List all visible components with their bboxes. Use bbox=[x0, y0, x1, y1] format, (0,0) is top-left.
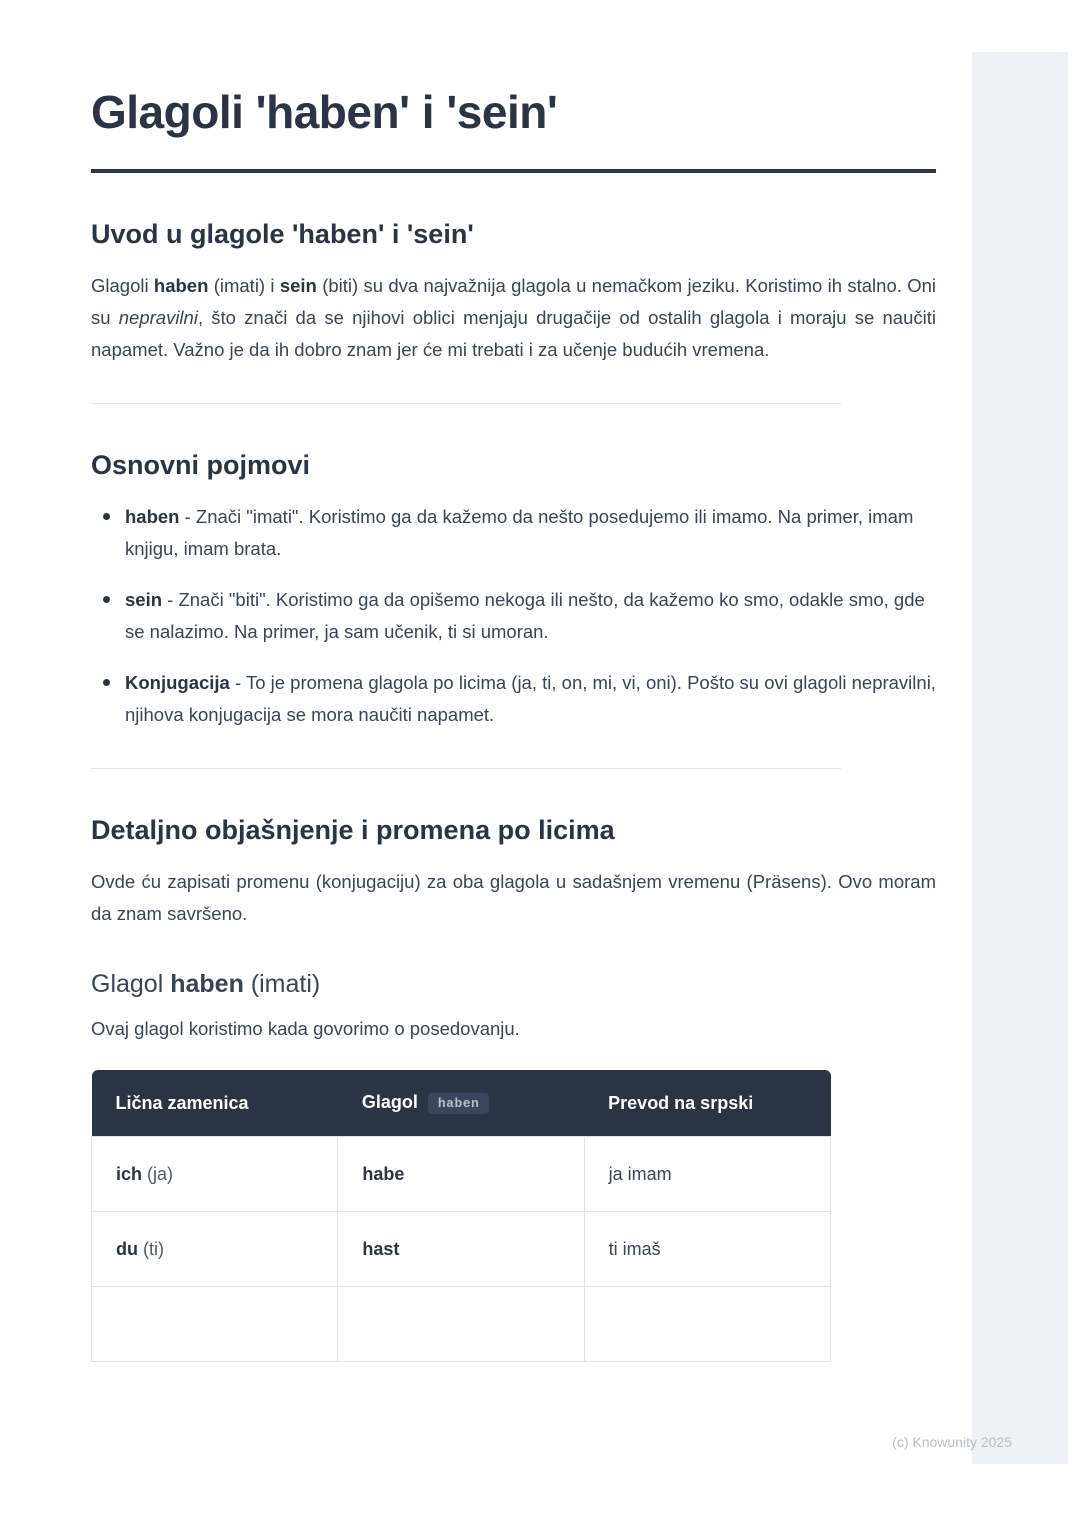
detail-paragraph: Ovde ću zapisati promenu (konjugaciju) za oba glagola u sadašnjem vremenu (Präsens). Ovo moram da znam savršeno. bbox=[91, 870, 936, 924]
table-row bbox=[92, 1287, 831, 1362]
list-item bbox=[125, 584, 936, 647]
section-divider-2 bbox=[91, 768, 841, 769]
intro-text-1: Glagoli bbox=[91, 274, 154, 296]
column-header-verb-label: Glagol bbox=[361, 1092, 418, 1113]
section-heading-basics: Osnovni pojmovi bbox=[91, 450, 311, 481]
cell-verb: habe bbox=[338, 1137, 584, 1212]
conjugation-table-haben bbox=[91, 1070, 831, 1362]
column-header-verb-chip: haben bbox=[428, 1093, 490, 1114]
table-row bbox=[92, 1212, 831, 1287]
intro-italic-nepravilni: nepravilni bbox=[118, 306, 198, 328]
intro-paragraph bbox=[91, 270, 936, 365]
term-haben: haben bbox=[125, 506, 180, 528]
haben-description: Ovaj glagol koristimo kada govorimo o posedovanju. bbox=[91, 1017, 520, 1039]
pronoun-light: (ti) bbox=[138, 1238, 164, 1259]
basics-list bbox=[91, 501, 936, 730]
page-edge-strip bbox=[972, 52, 1068, 1464]
cell-pronoun bbox=[92, 1137, 338, 1212]
cell-verb: hast bbox=[338, 1212, 584, 1287]
term-sein-text: - Znači "biti". Koristimo ga da opišemo nekoga ili nešto, da kažemo ko smo, odakle smo, gde se nalazimo. Na primer, ja sam učenik, ti si umoran. bbox=[125, 589, 925, 642]
term-haben-text: - Znači "imati". Koristimo ga da kažemo da nešto posedujemo ili imamo. Na primer, imam knjigu, imam brata. bbox=[125, 506, 914, 559]
cell-translation: ti imaš bbox=[584, 1212, 830, 1287]
term-konjugacija-text: - To je promena glagola po licima (ja, ti, on, mi, vi, oni). Pošto su ovi glagoli nepravilni, njihova konjugacija se mora naučiti napamet. bbox=[125, 672, 936, 725]
list-item bbox=[125, 501, 936, 564]
section-divider-1 bbox=[91, 403, 841, 404]
intro-bold-sein: sein bbox=[279, 274, 317, 296]
cell-pronoun bbox=[92, 1212, 338, 1287]
list-item bbox=[125, 667, 936, 730]
table-row bbox=[92, 1137, 831, 1212]
column-header-translation: Prevod na srpski bbox=[584, 1070, 830, 1136]
intro-text-3: (biti) su dva najvažnija glagola u nemačkom jeziku. Koristimo ih stalno. Oni su bbox=[91, 274, 936, 328]
column-header-pronoun: Lična zamenica bbox=[92, 1070, 338, 1136]
intro-text-4: , što znači da se njihovi oblici menjaju drugačije od ostalih glagola i moraju se naučiti napamet. Važno je da ih dobro znam jer će mi trebati i za učenje budućih vremena. bbox=[91, 306, 936, 360]
term-sein: sein bbox=[125, 589, 163, 611]
subsection-verb: haben bbox=[170, 969, 244, 998]
pronoun-strong: ich bbox=[116, 1163, 143, 1184]
document-content bbox=[91, 0, 936, 1362]
cell-translation: ja imam bbox=[584, 1137, 830, 1212]
title-divider bbox=[91, 169, 936, 173]
subsection-suffix: (imati) bbox=[243, 969, 321, 998]
right-gutter bbox=[972, 0, 1080, 1528]
table-header-row bbox=[92, 1070, 831, 1136]
page-title: Glagoli 'haben' i 'sein' bbox=[91, 86, 558, 138]
pronoun-strong: du bbox=[116, 1238, 138, 1259]
watermark: (c) Knowunity 2025 bbox=[892, 1434, 1012, 1450]
cell-verb bbox=[338, 1287, 584, 1362]
cell-pronoun bbox=[92, 1287, 338, 1362]
term-konjugacija: Konjugacija bbox=[125, 672, 230, 694]
intro-bold-haben: haben bbox=[153, 274, 209, 296]
pronoun-light: (ja) bbox=[142, 1163, 174, 1184]
intro-text-2: (imati) i bbox=[208, 274, 280, 296]
subsection-prefix: Glagol bbox=[91, 969, 171, 998]
section-heading-detail: Detaljno objašnjenje i promena po licima bbox=[91, 814, 615, 845]
column-header-verb bbox=[338, 1070, 584, 1136]
subsection-heading-haben bbox=[91, 970, 936, 999]
cell-translation bbox=[584, 1287, 830, 1362]
section-heading-intro: Uvod u glagole 'haben' i 'sein' bbox=[91, 218, 474, 249]
